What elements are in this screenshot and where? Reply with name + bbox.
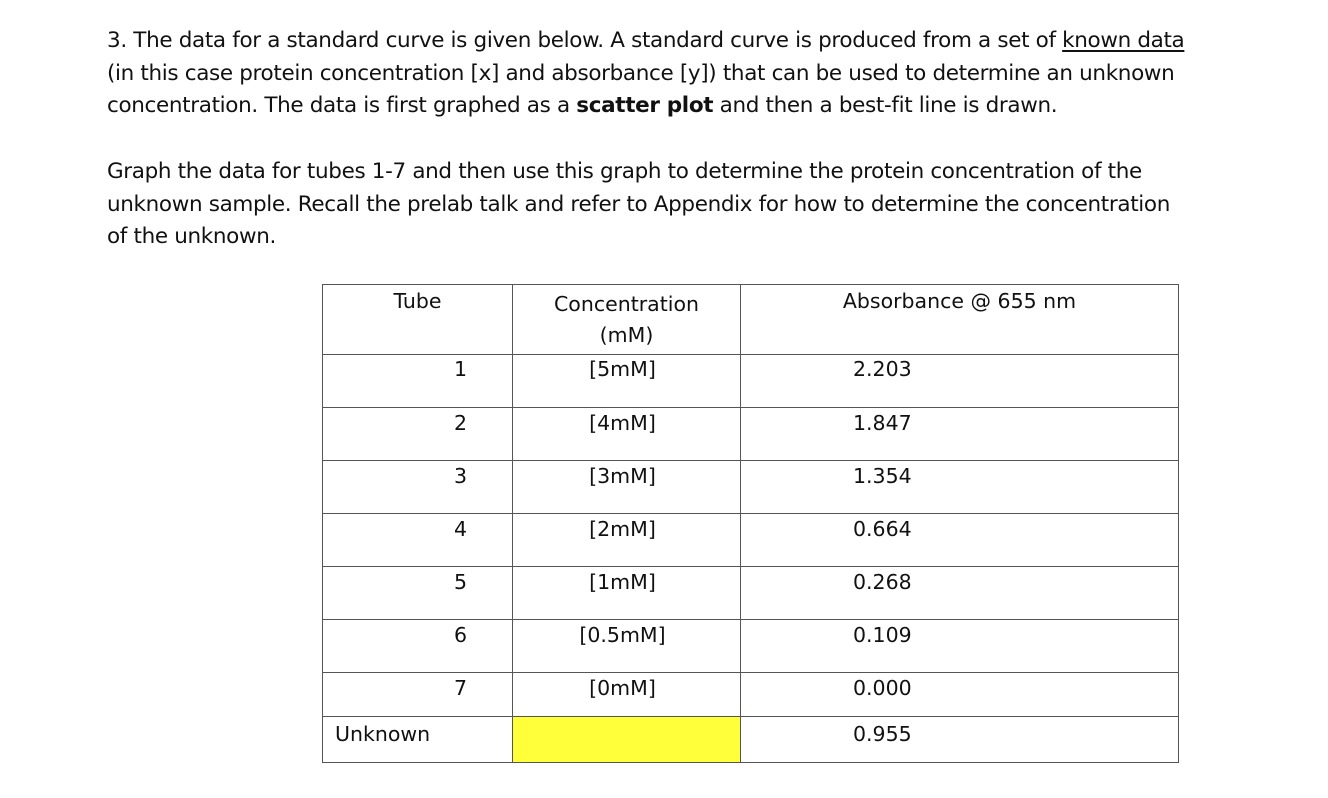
tube-cell: 3 <box>323 461 513 514</box>
header-concentration <box>513 285 741 355</box>
instruction-paragraph <box>107 156 1287 254</box>
tube-cell: 1 <box>323 355 513 408</box>
instruction-text: Graph the data for tubes 1-7 and then use this graph to determine the protein concentration of the <box>107 159 1142 184</box>
tube-cell: 2 <box>323 408 513 461</box>
tube-cell: 5 <box>323 567 513 620</box>
absorbance-cell: 0.109 <box>741 620 1179 673</box>
table-row <box>323 408 1179 461</box>
header-absorbance: Absorbance @ 655 nm <box>741 285 1179 355</box>
header-concentration-label: Concentration <box>553 292 700 316</box>
header-concentration-unit: (mM) <box>599 323 654 347</box>
question-text: (in this case protein concentration [x] and absorbance [y]) that can be used to determine an unknown <box>107 60 1175 86</box>
absorbance-cell: 2.203 <box>741 355 1179 408</box>
header-tube: Tube <box>323 285 513 355</box>
absorbance-cell: 1.847 <box>741 408 1179 461</box>
absorbance-cell: 0.268 <box>741 567 1179 620</box>
question-paragraph <box>107 25 1287 123</box>
tube-cell: 6 <box>323 620 513 673</box>
tube-cell: 4 <box>323 514 513 567</box>
instruction-text: of the unknown. <box>107 224 276 249</box>
concentration-cell: [0mM] <box>513 673 741 717</box>
table-row <box>323 514 1179 567</box>
question-text: 3. The data for a standard curve is given below. A standard curve is produced from a set of <box>107 28 1063 53</box>
concentration-cell: [0.5mM] <box>513 620 741 673</box>
concentration-cell: [3mM] <box>513 461 741 514</box>
unknown-absorbance-cell: 0.955 <box>741 717 1179 763</box>
tube-cell: 7 <box>323 673 513 717</box>
scatter-plot-bold: scatter plot <box>576 93 714 118</box>
concentration-cell: [5mM] <box>513 355 741 408</box>
instruction-text: unknown sample. Recall the prelab talk and refer to Appendix for how to determine the concentration <box>107 191 1170 217</box>
absorbance-cell: 0.664 <box>741 514 1179 567</box>
absorbance-cell: 1.354 <box>741 461 1179 514</box>
absorbance-cell: 0.000 <box>741 673 1179 717</box>
question-text: and then a best-fit line is drawn. <box>713 93 1058 118</box>
table-row <box>323 673 1179 717</box>
concentration-cell: [2mM] <box>513 514 741 567</box>
unknown-concentration-highlight <box>513 717 741 763</box>
unknown-row <box>323 717 1179 763</box>
table-row <box>323 461 1179 514</box>
concentration-cell: [4mM] <box>513 408 741 461</box>
standard-curve-table <box>322 284 1179 763</box>
concentration-cell: [1mM] <box>513 567 741 620</box>
table-row <box>323 567 1179 620</box>
table-row <box>323 355 1179 408</box>
unknown-tube-cell: Unknown <box>323 717 513 763</box>
known-data-underlined: known data <box>1062 28 1185 53</box>
table-header-row <box>323 285 1179 355</box>
table-row <box>323 620 1179 673</box>
question-text: concentration. The data is first graphed as a <box>107 93 577 118</box>
